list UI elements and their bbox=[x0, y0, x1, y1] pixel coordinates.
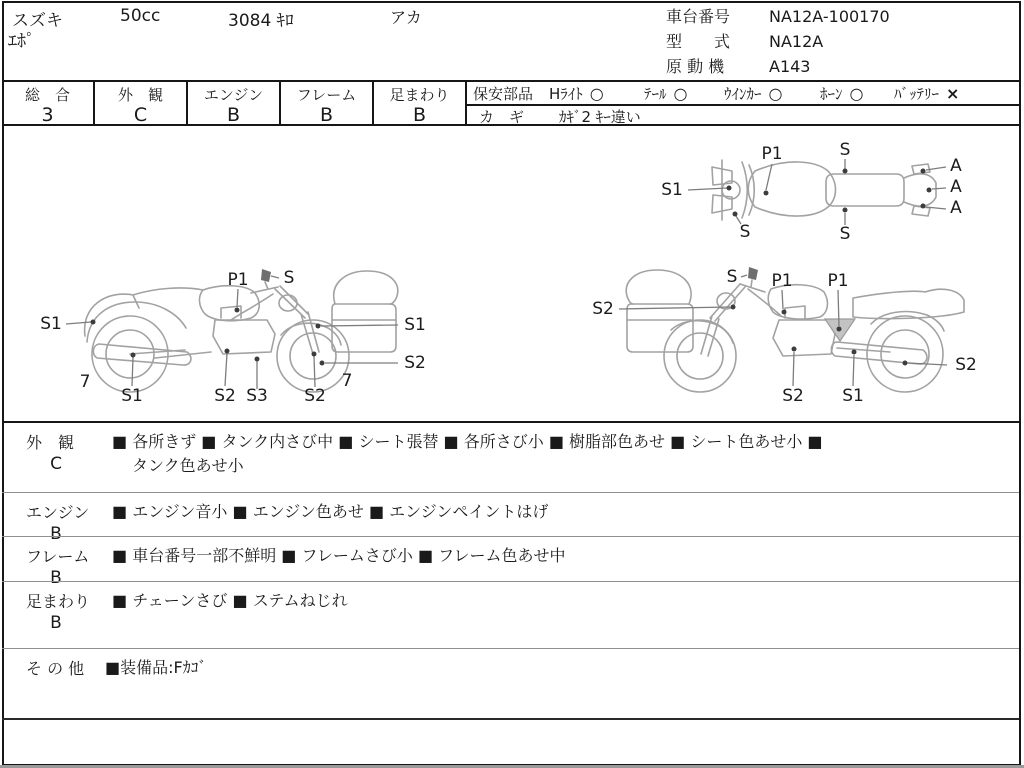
model-name: ｴﾎﾟ bbox=[8, 31, 35, 52]
annotation-label: S2 bbox=[592, 299, 614, 319]
annotation-label: A bbox=[950, 177, 962, 197]
diagram-right-side-view bbox=[585, 262, 1010, 410]
section-engine bbox=[2, 492, 1019, 544]
safety-parts-row bbox=[467, 82, 1019, 106]
key-value: ｶｷﾞ2 ｷｰ違い bbox=[559, 108, 641, 126]
maker-name: スズキ bbox=[12, 11, 63, 31]
annotation-label: S1 bbox=[842, 386, 864, 406]
engine-label: 原 動 機 bbox=[666, 57, 725, 76]
diagram-top-view bbox=[650, 138, 1010, 245]
annotation-label: P1 bbox=[771, 271, 793, 291]
section-frame bbox=[2, 536, 1019, 588]
safety-horn bbox=[820, 83, 863, 104]
section-exterior bbox=[2, 421, 1019, 492]
headlight-label: Hﾗｲﾄ bbox=[549, 85, 583, 103]
displacement: 50cc bbox=[120, 6, 161, 26]
section-undercarriage-label: 足まわり bbox=[26, 592, 91, 611]
grade-row bbox=[2, 80, 1019, 126]
annotation-label: P1 bbox=[227, 270, 249, 290]
key-label: カ ギ bbox=[479, 108, 525, 126]
type-row bbox=[666, 29, 890, 54]
annotation-label: S bbox=[839, 140, 851, 160]
section-undercarriage-notes bbox=[112, 589, 1011, 613]
grade-engine bbox=[188, 82, 281, 124]
section-exterior-notes bbox=[112, 430, 1011, 478]
chassis-value: NA12A-100170 bbox=[769, 7, 890, 26]
note-line: ■ エンジン音小 ■ エンジン色あせ ■ エンジンペイントはげ bbox=[112, 502, 549, 521]
annotation-label: A bbox=[950, 156, 962, 176]
annotation-label: P1 bbox=[827, 271, 849, 291]
winker-status: ○ bbox=[768, 84, 783, 103]
section-frame-notes bbox=[112, 544, 1011, 568]
annotation-label: S1 bbox=[661, 180, 683, 200]
footer-divider bbox=[2, 718, 1019, 720]
grade-undercarriage-value: B bbox=[412, 104, 427, 126]
grade-exterior bbox=[95, 82, 188, 124]
section-frame-grade: B bbox=[50, 568, 62, 588]
safety-parts-area bbox=[467, 82, 1019, 124]
grade-overall-value: 3 bbox=[41, 104, 54, 126]
safety-title: 保安部品 bbox=[473, 85, 534, 103]
section-other-notes bbox=[105, 656, 1011, 680]
annotation-label: S bbox=[283, 268, 295, 288]
tail-label: ﾃｰﾙ bbox=[644, 85, 667, 103]
grade-engine-value: B bbox=[226, 104, 241, 126]
engine-row bbox=[666, 54, 890, 79]
annotation-label: S2 bbox=[782, 386, 804, 406]
chassis-label: 車台番号 bbox=[666, 7, 731, 26]
battery-label: ﾊﾞｯﾃﾘｰ bbox=[894, 85, 940, 103]
safety-headlight bbox=[549, 83, 604, 104]
section-other bbox=[2, 648, 1019, 718]
grade-overall-label: 総 合 bbox=[24, 86, 70, 104]
annotation-label: S bbox=[739, 222, 751, 242]
chassis-number-row bbox=[666, 4, 890, 29]
annotation-label: A bbox=[950, 198, 962, 218]
section-engine-label: エンジン bbox=[26, 503, 90, 522]
grade-frame-value: B bbox=[319, 104, 334, 126]
section-frame-label: フレーム bbox=[26, 547, 90, 566]
section-other-label: そ の 他 bbox=[26, 659, 85, 678]
horn-status: ○ bbox=[849, 84, 864, 103]
safety-tail bbox=[644, 83, 687, 104]
grade-undercarriage-label: 足まわり bbox=[389, 86, 450, 104]
annotation-label: S1 bbox=[121, 386, 143, 406]
grade-engine-label: エンジン bbox=[203, 86, 264, 104]
annotation-label: P1 bbox=[761, 144, 783, 164]
note-line: ■ チェーンさび ■ ステムねじれ bbox=[112, 591, 348, 610]
key-row bbox=[467, 106, 1019, 124]
note-line: タンク色あせ小 bbox=[132, 456, 244, 475]
grade-exterior-value: C bbox=[133, 104, 148, 126]
annotation-label: 7 bbox=[341, 371, 353, 391]
annotation-label: S3 bbox=[246, 386, 268, 406]
grade-frame bbox=[281, 82, 374, 124]
annotation-label: S2 bbox=[214, 386, 236, 406]
section-exterior-label: 外 観 bbox=[26, 433, 75, 452]
annotation-label: S1 bbox=[404, 315, 426, 335]
note-line: ■ 各所きず ■ タンク内さび中 ■ シート張替 ■ 各所さび小 ■ 樹脂部色あせ ■ シート色あせ小 ■ bbox=[112, 432, 823, 451]
headlight-status: ○ bbox=[589, 84, 604, 103]
id-block bbox=[666, 4, 890, 79]
annotation-label: S bbox=[726, 267, 738, 287]
color-name: アカ bbox=[390, 8, 422, 27]
tail-status: ○ bbox=[673, 84, 688, 103]
battery-status: × bbox=[946, 84, 960, 103]
annotation-label: S bbox=[839, 224, 851, 244]
safety-battery bbox=[894, 83, 959, 104]
section-undercarriage bbox=[2, 581, 1019, 648]
annotation-label: S2 bbox=[304, 386, 326, 406]
annotation-label: S1 bbox=[40, 314, 62, 334]
grade-exterior-label: 外 観 bbox=[117, 86, 163, 104]
type-label: 型 式 bbox=[666, 32, 731, 51]
annotation-label: 7 bbox=[79, 372, 91, 392]
engine-value: A143 bbox=[769, 57, 811, 76]
safety-winker bbox=[724, 83, 782, 104]
diagram-left-side-view bbox=[35, 262, 435, 410]
winker-label: ｳｲﾝｶｰ bbox=[724, 85, 762, 103]
horn-label: ﾎｰﾝ bbox=[820, 85, 843, 103]
section-exterior-grade: C bbox=[50, 454, 62, 474]
section-undercarriage-grade: B bbox=[50, 613, 62, 633]
grade-undercarriage bbox=[374, 82, 467, 124]
annotation-label: S2 bbox=[955, 355, 977, 375]
mileage: 3084 ｷﾛ bbox=[228, 11, 294, 31]
type-value: NA12A bbox=[769, 32, 824, 51]
grade-frame-label: フレーム bbox=[296, 86, 357, 104]
note-line: ■ 車台番号一部不鮮明 ■ フレームさび小 ■ フレーム色あせ中 bbox=[112, 546, 566, 565]
grade-overall bbox=[2, 82, 95, 124]
section-engine-grade: B bbox=[50, 524, 62, 544]
annotation-label: S2 bbox=[404, 353, 426, 373]
section-engine-notes bbox=[112, 500, 1011, 524]
note-line: ■装備品:Fｶｺﾞ bbox=[105, 658, 207, 677]
